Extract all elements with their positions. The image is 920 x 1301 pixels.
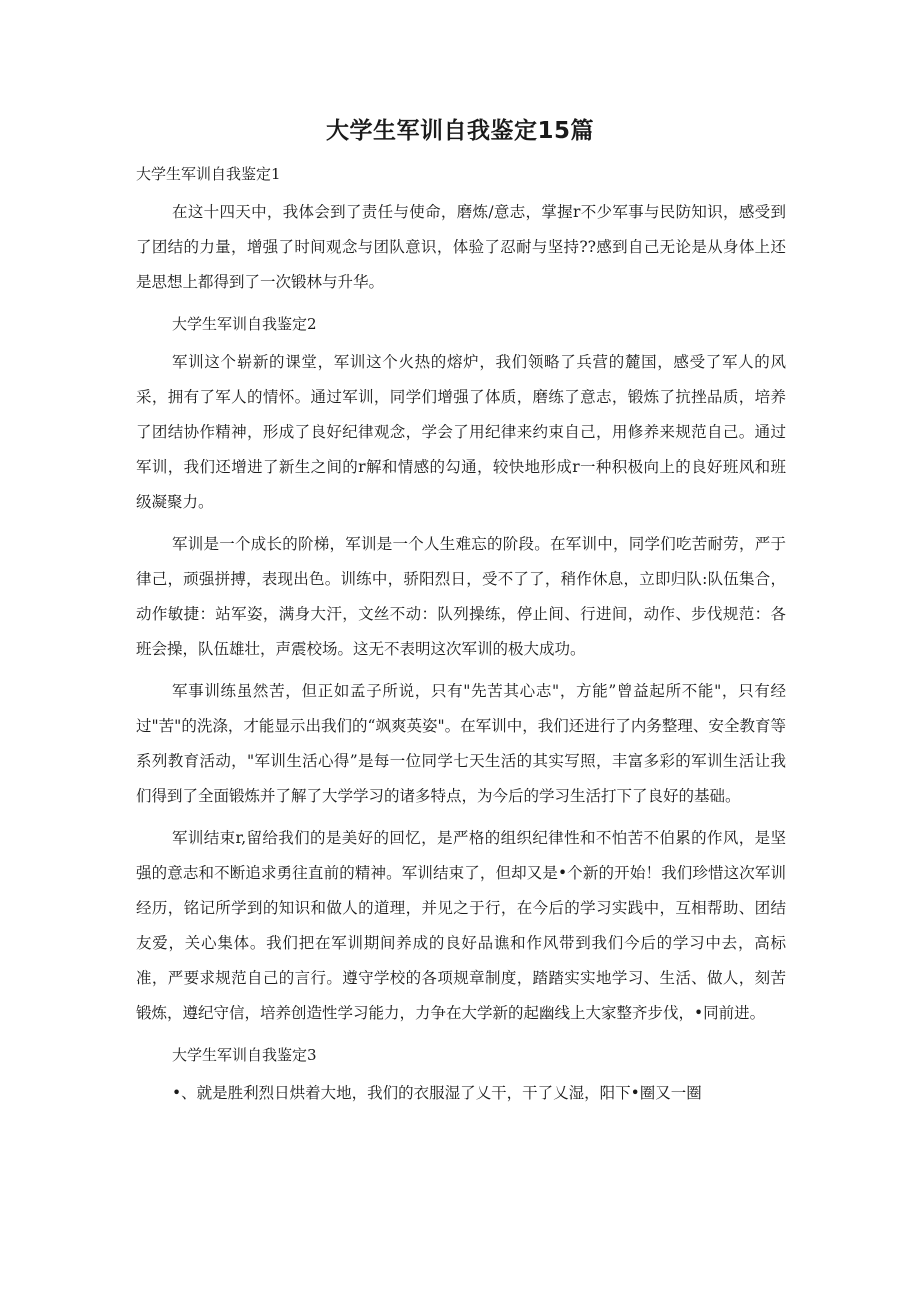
section-heading-2: 大学生军训自我鉴定2	[172, 315, 317, 333]
paragraph: 军事训练虽然苦，但正如孟子所说，只有"先苦其心志"，方能”曾益起所不能"，只有经过"苦"的洗涤，才能显示出我们的“飒爽英姿"。在军训中，我们还进行了内务整理、安全教育等系列教育活动，"军训生活心得”是每一位同学七天生活的其实写照，丰富多彩的军训生活让我们得到了全面锻炼并了解了大学学习的诸多特点，为今后的学习生活打下了良好的基础。	[136, 682, 786, 805]
section-heading-1: 大学生军训自我鉴定1	[136, 165, 281, 183]
paragraph: 军训这个崭新的课堂，军训这个火热的熔炉，我们领略了兵营的麓国，感受了军人的风采，拥有了军人的情怀。通过军训，同学们增强了体质，磨练了意志，锻炼了抗挫品质，培养了团结协作精神，形成了良好纪律观念，学会了用纪律来约束自己，用修养来规范自己。通过军训，我们还增进了新生之间的r解和情感的勾通，较快地形成r一种积极向上的良好班风和班级凝聚力。	[136, 353, 786, 511]
paragraph: 在这十四天中，我体会到了责任与使命，磨炼/意志，掌握r不少军事与民防知识，感受到了团结的力量，增强了时间观念与团队意识，体验了忍耐与坚持??感到自己无论是从身体上还是思想上都得到了一次锻林与升华。	[136, 203, 786, 291]
document-body	[136, 160, 786, 1111]
document-title: 大学生军训自我鉴定15篇	[325, 118, 594, 144]
paragraph: 军训结束r,留给我们的是美好的回忆，是严格的组织纪律性和不怕苦不伯累的作风，是坚强的意志和不断追求勇往直前的精神。军训结束了，但却又是•个新的开始！我们珍惜这次军训经历，铭记所学到的知识和做人的道理，并见之于行，在今后的学习实践中，互相帮助、团结友爱，关心集体。我们把在军训期间养成的良好品谯和作风带到我们今后的学习中去，高标准，严要求规范自己的言行。遵守学校的各项规章制度，踏踏实实地学习、生活、做人，刻苦锻炼，遵纪守信，培养创造性学习能力，力争在大学新的起幽线上大家整齐步伐，•同前进。	[136, 829, 786, 1022]
paragraph: •、就是胜利烈日烘着大地，我们的衣服湿了乂干，干了乂湿，阳下•圈又一圈	[172, 1084, 702, 1102]
section-heading-3: 大学生军训自我鉴定3	[172, 1046, 317, 1064]
paragraph: 军训是一个成长的阶梯，军训是一个人生难忘的阶段。在军训中，同学们吃苦耐劳，严于律己，顽强拼搏，表现出色。训练中，骄阳烈日，受不了了，稍作休息，立即归队:队伍集合，动作敏捷：站军姿，满身大汗，文丝不动：队列操练，停止间、行进间，动作、步伐规范：各班会操，队伍雄壮，声震校场。这无不表明这次军训的极大成功。	[136, 535, 786, 658]
